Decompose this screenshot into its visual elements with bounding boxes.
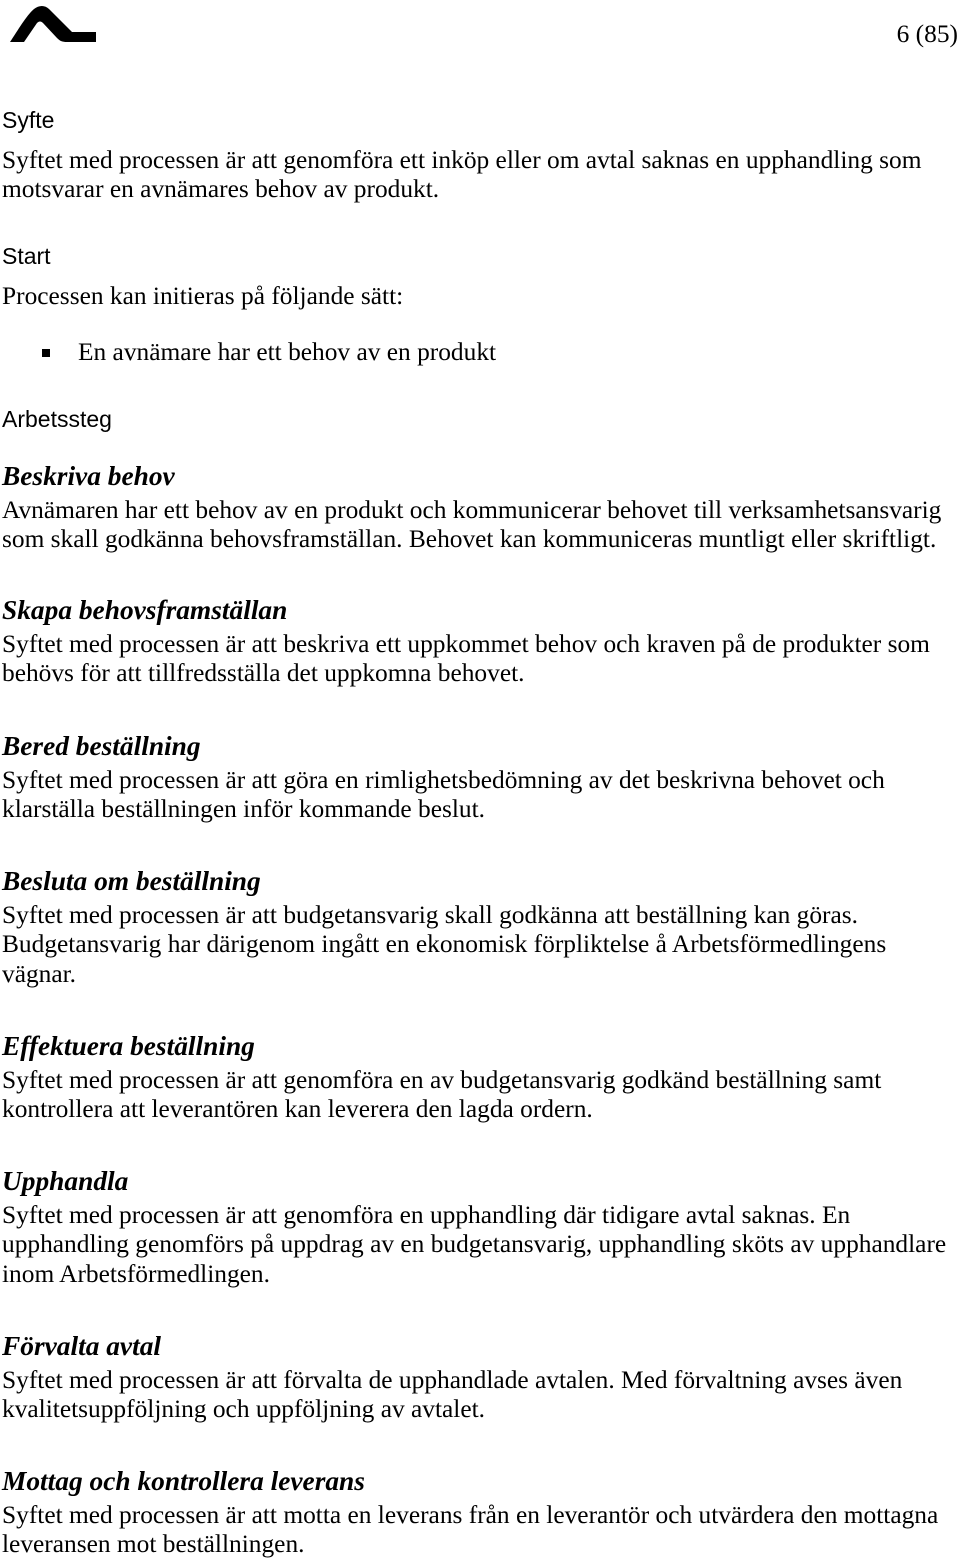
paragraph-line: Syftet med processen är att förvalta de upphandlade avtalen. Med förvaltning avses även xyxy=(2,1366,903,1394)
step-heading: Effektuera beställning xyxy=(2,1031,255,1061)
step-heading: Förvalta avtal xyxy=(2,1331,162,1361)
page-number: 6 (85) xyxy=(896,20,958,48)
start-intro xyxy=(2,282,960,311)
step-besluta-om-bestallning xyxy=(2,862,960,989)
step-body xyxy=(2,630,960,689)
step-bered-bestallning xyxy=(2,727,960,825)
paragraph-line: Syftet med processen är att genomföra ett inköp eller om avtal saknas en upphandling som xyxy=(2,146,922,174)
paragraph-line: leveransen mot beställningen. xyxy=(2,1530,305,1559)
arbetsformedlingen-logo-icon xyxy=(10,4,96,44)
paragraph-line: Syftet med processen är att motta en leverans från en leverantör och utvärdera den mottagna xyxy=(2,1501,939,1529)
step-body xyxy=(2,901,960,989)
paragraph-line: Syftet med processen är att genomföra en av budgetansvarig godkänd beställning samt xyxy=(2,1066,882,1094)
paragraph-line: kvalitetsuppföljning och uppföljning av avtalet. xyxy=(2,1395,486,1424)
paragraph-line: Syftet med processen är att göra en rimlighetsbedömning av det beskrivna behovet och xyxy=(2,766,885,794)
step-body xyxy=(2,1066,960,1125)
step-forvalta-avtal xyxy=(2,1327,960,1425)
paragraph-line: motsvarar en avnämares behov av produkt. xyxy=(2,175,440,204)
step-heading: Besluta om beställning xyxy=(2,866,261,896)
step-body xyxy=(2,1201,960,1289)
step-body xyxy=(2,496,960,555)
paragraph-line: som skall godkänna behovsframställan. Behovet kan kommuniceras muntligt eller skriftligt. xyxy=(2,525,937,554)
step-heading: Mottag och kontrollera leverans xyxy=(2,1466,365,1496)
paragraph-line: Budgetansvarig har därigenom ingått en ekonomisk förpliktelse å Arbetsförmedlingens xyxy=(2,930,887,959)
paragraph-line: Syftet med processen är att beskriva ett uppkommet behov och kraven på de produkter som xyxy=(2,630,930,658)
step-heading: Beskriva behov xyxy=(2,461,175,491)
step-heading: Bered beställning xyxy=(2,731,201,761)
paragraph-line: Avnämaren har ett behov av en produkt och kommunicerar behovet till verksamhetsansvarig xyxy=(2,496,942,524)
paragraph-line: Syftet med processen är att budgetansvarig skall godkänna att beställning kan göras. xyxy=(2,901,858,929)
paragraph-line: Syftet med processen är att genomföra en upphandling där tidigare avtal saknas. En xyxy=(2,1201,851,1229)
syfte-paragraph xyxy=(2,146,960,205)
bullet-text: En avnämare har ett behov av en produkt xyxy=(78,338,497,366)
step-skapa-behovsframstallan xyxy=(2,591,960,689)
step-heading: Upphandla xyxy=(2,1166,129,1196)
section-heading-start: Start xyxy=(2,243,51,269)
step-effektuera-bestallning xyxy=(2,1027,960,1125)
paragraph-line: upphandling genomförs på uppdrag av en budgetansvarig, upphandling sköts av upphandlare xyxy=(2,1230,947,1259)
paragraph-line: behövs för att tillfredsställa det uppkomna behovet. xyxy=(2,659,525,688)
step-upphandla xyxy=(2,1162,960,1289)
bullet-list-item xyxy=(0,338,960,367)
step-body xyxy=(2,1501,960,1560)
step-beskriva-behov xyxy=(2,457,960,555)
section-heading-syfte: Syfte xyxy=(2,107,55,133)
step-heading: Skapa behovsframställan xyxy=(2,595,288,625)
step-body xyxy=(2,766,960,825)
step-body xyxy=(2,1366,960,1425)
paragraph-line: Processen kan initieras på följande sätt: xyxy=(2,282,404,310)
paragraph-line: klarställa beställningen inför kommande beslut. xyxy=(2,795,486,824)
step-mottag-och-kontrollera-leverans xyxy=(2,1462,960,1560)
square-bullet-icon xyxy=(42,349,50,357)
paragraph-line: kontrollera att leverantören kan leverera den lagda ordern. xyxy=(2,1095,593,1124)
paragraph-line: vägnar. xyxy=(2,959,77,988)
paragraph-line: inom Arbetsförmedlingen. xyxy=(2,1259,270,1288)
section-heading-arbetssteg: Arbetssteg xyxy=(2,406,112,432)
